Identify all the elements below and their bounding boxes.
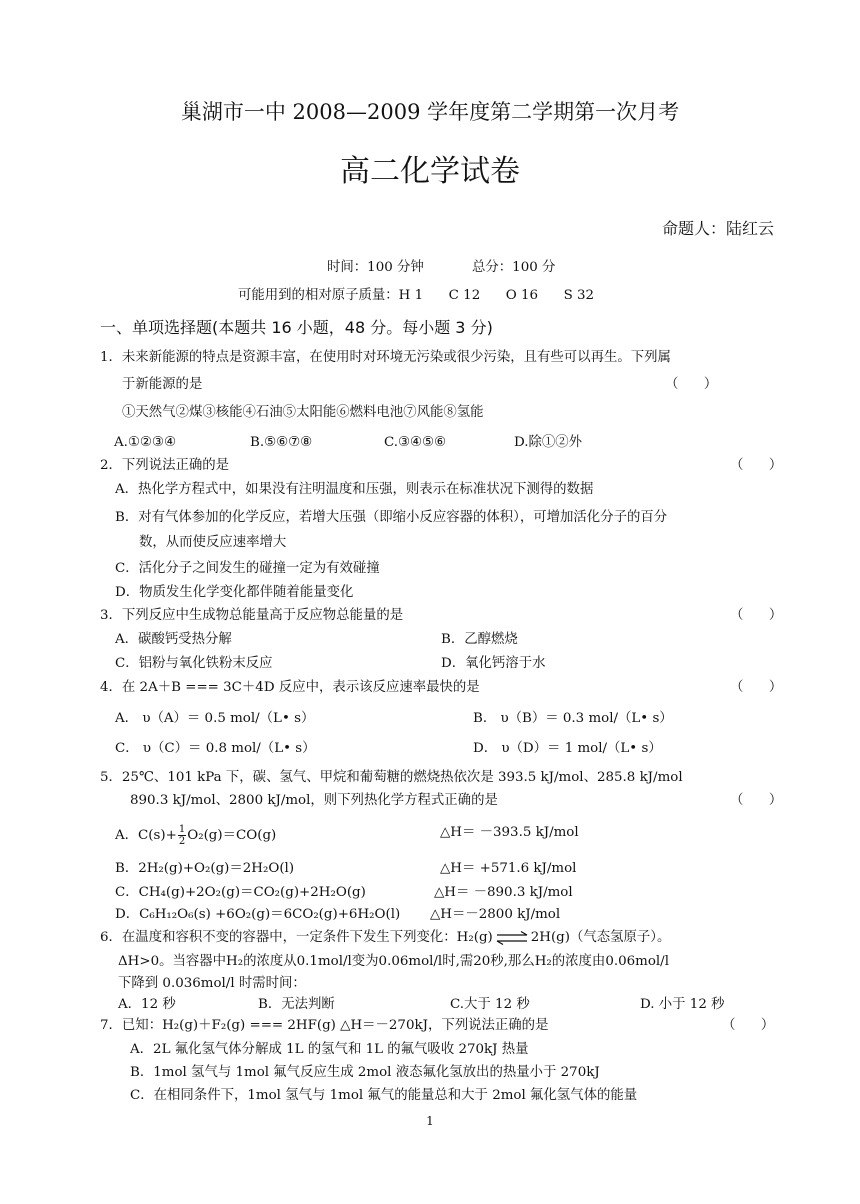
q2-option-d[interactable]: D．物质发生化学变化都伴随着能量变化 bbox=[115, 585, 354, 600]
q6-stem-line3: 下降到 0.036mol/l 时需时间： bbox=[118, 976, 306, 991]
q2-option-b-line1[interactable]: B．对有气体参加的化学反应，若增大压强（即缩小反应容器的体积），可增加活化分子的百分 bbox=[115, 510, 668, 525]
score-info: 总分：100 分 bbox=[472, 260, 556, 275]
q6-stem-right: 2H(g)（气态氢原子）。 bbox=[530, 930, 671, 945]
q5-option-b[interactable]: B．2H₂(g)+O₂(g)＝2H₂O(l) bbox=[115, 861, 295, 876]
q7-stem: 7．已知：H₂(g)＋F₂(g) === 2HF(g) △H＝－270kJ，下列说法正确的是 bbox=[100, 1018, 549, 1033]
q3-option-a[interactable]: A．碳酸钙受热分解 bbox=[115, 632, 232, 647]
q1-option-c[interactable]: C.③④⑤⑥ bbox=[384, 435, 447, 450]
q5-option-c-enthalpy: △H＝ －890.3 kJ/mol bbox=[434, 885, 573, 900]
q4-option-d[interactable]: D． υ（D）＝ 1 mol/（L• s） bbox=[473, 741, 662, 756]
q7-option-a[interactable]: A．2L 氟化氢气体分解成 1L 的氢气和 1L 的氟气吸收 270kJ 热量 bbox=[130, 1042, 529, 1057]
q6-option-d[interactable]: D. 小于 12 秒 bbox=[640, 997, 725, 1012]
q4-answer-blank[interactable]: （ ） bbox=[730, 680, 783, 695]
q6-stem-line1 bbox=[100, 929, 670, 947]
q5-option-a[interactable] bbox=[115, 824, 276, 847]
page-number: 1 bbox=[426, 1114, 434, 1128]
one-half-fraction bbox=[178, 824, 186, 847]
q5-option-a-right: O₂(g)＝CO(g) bbox=[187, 828, 277, 843]
section-title: 一、单项选择题(本题共 16 小题，48 分。每小题 3 分) bbox=[100, 318, 493, 337]
q5-option-d-enthalpy: △H＝－2800 kJ/mol bbox=[430, 907, 561, 922]
q4-option-b[interactable]: B． υ（B）＝ 0.3 mol/（L• s） bbox=[473, 711, 673, 726]
q5-option-a-enthalpy: △H＝ －393.5 kJ/mol bbox=[440, 825, 579, 840]
q7-option-b[interactable]: B．1mol 氢气与 1mol 氟气反应生成 2mol 液态氟化氢放出的热量小于 270kJ bbox=[130, 1065, 600, 1080]
equilibrium-arrow-icon bbox=[495, 931, 529, 945]
q4-option-c[interactable]: C． υ（C）＝ 0.8 mol/（L• s） bbox=[115, 741, 316, 756]
q2-option-c[interactable]: C．活化分子之间发生的碰撞一定为有效碰撞 bbox=[115, 561, 380, 576]
q3-option-c[interactable]: C．铝粉与氧化铁粉末反应 bbox=[115, 656, 273, 671]
author: 命题人：陆红云 bbox=[661, 219, 774, 238]
q1-answer-blank[interactable]: （ ） bbox=[665, 377, 718, 392]
atomic-masses: 可能用到的相对原子质量：H 1 C 12 O 16 S 32 bbox=[238, 288, 595, 303]
school-title: 巢湖市一中 2008—2009 学年度第二学期第一次月考 bbox=[180, 100, 680, 124]
q6-option-b[interactable]: B．无法判断 bbox=[258, 997, 335, 1012]
q7-option-c[interactable]: C．在相同条件下，1mol 氢气与 1mol 氟气的能量总和大于 2mol 氟化氢气体的能量 bbox=[130, 1088, 638, 1103]
fraction-numerator: 1 bbox=[178, 824, 186, 835]
fraction-denominator: 2 bbox=[178, 836, 186, 847]
q1-list: ①天然气②煤③核能④石油⑤太阳能⑥燃料电池⑦风能⑧氢能 bbox=[122, 405, 484, 420]
q4-stem: 4．在 2A＋B === 3C＋4D 反应中，表示该反应速率最快的是 bbox=[100, 680, 480, 695]
q6-stem-left: 6．在温度和容积不变的容器中，一定条件下发生下列变化：H₂(g) bbox=[100, 930, 493, 945]
q1-option-d[interactable]: D.除①②外 bbox=[514, 435, 583, 450]
q5-option-c[interactable]: C．CH₄(g)+2O₂(g)＝CO₂(g)+2H₂O(g) bbox=[115, 885, 366, 900]
q3-option-d[interactable]: D．氧化钙溶于水 bbox=[441, 656, 546, 671]
q2-answer-blank[interactable]: （ ） bbox=[730, 458, 783, 473]
q6-option-c[interactable]: C.大于 12 秒 bbox=[450, 997, 530, 1012]
q2-option-a[interactable]: A．热化学方程式中，如果没有注明温度和压强，则表示在标准状况下测得的数据 bbox=[115, 482, 594, 497]
q3-answer-blank[interactable]: （ ） bbox=[730, 608, 783, 623]
exam-title: 高二化学试卷 bbox=[340, 154, 520, 189]
q2-option-b-line2: 数，从而使反应速率增大 bbox=[139, 535, 287, 550]
q3-option-b[interactable]: B．乙醇燃烧 bbox=[441, 632, 518, 647]
q3-stem: 3．下列反应中生成物总能量高于反应物总能量的是 bbox=[100, 608, 404, 623]
time-info: 时间：100 分钟 bbox=[327, 260, 424, 275]
q7-answer-blank[interactable]: （ ） bbox=[722, 1018, 775, 1033]
q5-stem-line2: 890.3 kJ/mol、2800 kJ/mol，则下列热化学方程式正确的是 bbox=[130, 793, 498, 808]
q1-option-b[interactable]: B.⑤⑥⑦⑧ bbox=[250, 435, 313, 450]
q5-option-a-left: A．C(s)+ bbox=[115, 828, 177, 843]
q2-stem: 2．下列说法正确的是 bbox=[100, 458, 230, 473]
q1-stem-line2: 于新能源的是 bbox=[122, 377, 203, 392]
q5-option-d[interactable]: D．C₆H₁₂O₆(s) +6O₂(g)＝6CO₂(g)+6H₂O(l) bbox=[115, 907, 401, 922]
q5-option-b-enthalpy: △H＝ +571.6 kJ/mol bbox=[440, 861, 577, 876]
q1-stem-line1: 1．未来新能源的特点是资源丰富，在使用时对环境无污染或很少污染，且有些可以再生。下列属 bbox=[100, 350, 671, 365]
q6-option-a[interactable]: A．12 秒 bbox=[118, 997, 176, 1012]
q4-option-a[interactable]: A． υ（A）＝ 0.5 mol/（L• s） bbox=[115, 711, 315, 726]
q1-option-a[interactable]: A.①②③④ bbox=[114, 435, 176, 450]
q5-answer-blank[interactable]: （ ） bbox=[730, 793, 783, 808]
q6-stem-line2: ΔH>0。当容器中H₂的浓度从0.1mol/l变为0.06mol/l时,需20秒,那么H₂的浓度由0.06mol/l bbox=[118, 954, 669, 969]
q5-stem-line1: 5．25℃、101 kPa 下，碳、氢气、甲烷和葡萄糖的燃烧热依次是 393.5 kJ/mol、285.8 kJ/mol bbox=[100, 770, 683, 785]
